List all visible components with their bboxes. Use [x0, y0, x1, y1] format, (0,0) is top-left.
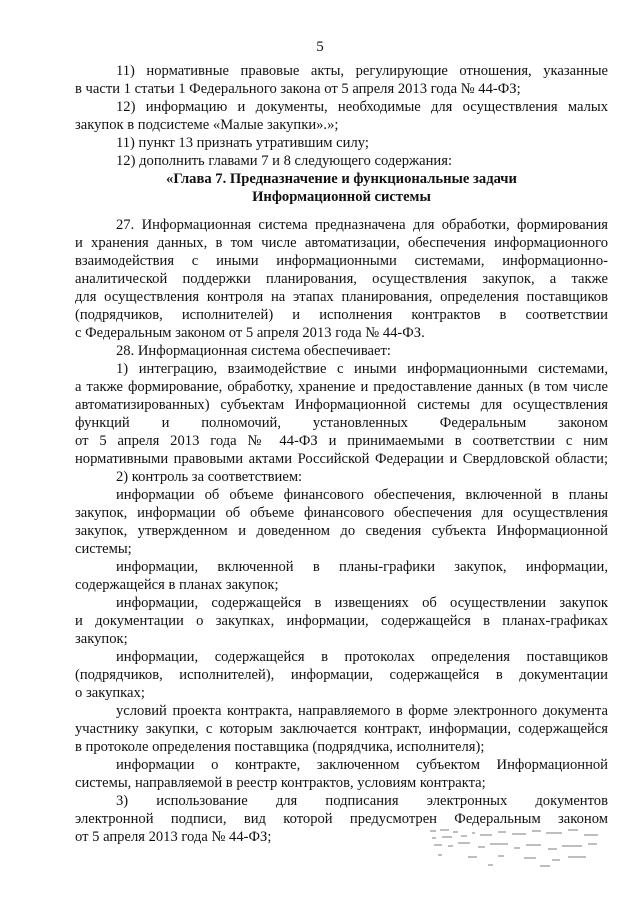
- paragraph-line: а также формирование, обработку, хранение и предоставление данных (в том числе: [75, 379, 608, 395]
- paragraph-line: в части 1 статьи 1 Федерального закона от 5 апреля 2013 года № 44-ФЗ;: [75, 81, 521, 97]
- paragraph-line: 1) интеграцию, взаимодействие с иными информационными системами,: [116, 361, 608, 377]
- paragraph-line: (подрядчиков, исполнителей), информации, содержащейся в документации: [75, 667, 608, 683]
- paragraph-line: информации, включенной в планы-графики закупок, информации,: [116, 559, 608, 575]
- paragraph-line: (подрядчиков, исполнителей) и исполнения контрактов в соответствии: [75, 307, 608, 323]
- paragraph-line: от 5 апреля 2013 года № 44-ФЗ и принимаемыми в соответствии с ним: [75, 433, 608, 449]
- paragraph-line: нормативными правовыми актами Российской Федерации и Свердловской области;: [75, 451, 608, 467]
- paragraph-line: взаимодействия с иными информационными системами, информационно-: [75, 253, 608, 269]
- chapter-heading-line: Информационной системы: [252, 189, 431, 205]
- chapter-heading-line: «Глава 7. Предназначение и функциональные задачи: [166, 171, 517, 187]
- paragraph-line: 11) нормативные правовые акты, регулирующие отношения, указанные: [116, 63, 608, 79]
- paragraph-line: информации об объеме финансового обеспечения, включенной в планы: [116, 487, 608, 503]
- paragraph-line: и хранения данных, в том числе автоматизации, обеспечения информационного: [75, 235, 608, 251]
- paragraph-line: информации, содержащейся в извещениях об осуществлении закупок: [116, 595, 608, 611]
- paragraph-line: 12) информацию и документы, необходимые для осуществления малых: [116, 99, 608, 115]
- paragraph-line: о закупках;: [75, 685, 145, 701]
- paragraph-line: закупок;: [75, 631, 128, 647]
- paragraph-line: закупок, утвержденном и доведенном до сведения субъекта Информационной: [75, 523, 608, 539]
- paragraph-line: 11) пункт 13 признать утратившим силу;: [116, 135, 369, 151]
- stamp-graphic: [428, 826, 608, 870]
- paragraph-line: для осуществления контроля на этапах планирования, определения поставщиков: [75, 289, 608, 305]
- paragraph-line: 3) использование для подписания электронных документов: [116, 793, 608, 809]
- paragraph-line: информации, содержащейся в протоколах определения поставщиков: [116, 649, 608, 665]
- paragraph-line: 2) контроль за соответствием:: [116, 469, 303, 485]
- paragraph-line: системы;: [75, 541, 132, 557]
- paragraph-line: в протоколе определения поставщика (подрядчика, исполнителя);: [75, 739, 485, 755]
- paragraph-line: 28. Информационная система обеспечивает:: [116, 343, 391, 359]
- paragraph-line: автоматизированных) субъектам Информационной системы для осуществления: [75, 397, 608, 413]
- paragraph-line: 12) дополнить главами 7 и 8 следующего содержания:: [116, 153, 452, 169]
- paragraph-line: закупок в подсистеме «Малые закупки».»;: [75, 117, 339, 133]
- paragraph-line: функций и полномочий, установленных Федеральным законом: [75, 415, 608, 431]
- page-number: 5: [316, 39, 324, 55]
- paragraph-line: и документации о закупках, информации, содержащейся в планах-графиках: [75, 613, 608, 629]
- paragraph-line: 27. Информационная система предназначена для обработки, формирования: [116, 217, 608, 233]
- paragraph-line: аналитической поддержки планирования, осуществления закупок, а также: [75, 271, 608, 287]
- paragraph-line: системы, направляемой в реестр контрактов, условиям контракта;: [75, 775, 486, 791]
- document-stamp: [428, 826, 608, 870]
- paragraph-line: условий проекта контракта, направляемого в форме электронного документа: [116, 703, 608, 719]
- paragraph-line: электронной подписи, вид которой предусмотрен Федеральным законом: [75, 811, 608, 827]
- paragraph-line: от 5 апреля 2013 года № 44-ФЗ;: [75, 829, 272, 845]
- paragraph-line: закупок, информации об объеме финансового обеспечения для осуществления: [75, 505, 608, 521]
- paragraph-line: содержащейся в планах закупок;: [75, 577, 279, 593]
- paragraph-line: информации о контракте, заключенном субъектом Информационной: [116, 757, 608, 773]
- paragraph-line: участнику закупки, с которым заключается контракт, информации, содержащейся: [75, 721, 608, 737]
- paragraph-line: с Федеральным законом от 5 апреля 2013 года № 44-ФЗ.: [75, 325, 425, 341]
